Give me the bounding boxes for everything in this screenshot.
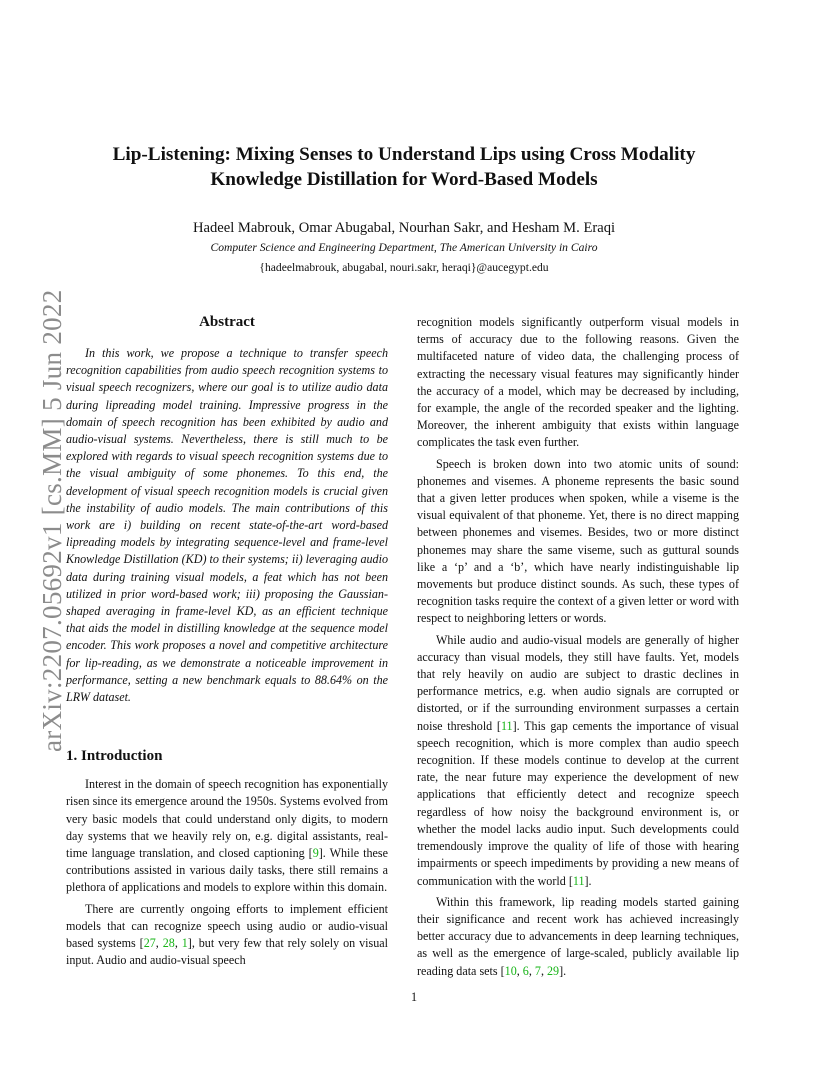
citation-separator: ,: [528, 963, 535, 978]
citation-link[interactable]: 6: [522, 963, 529, 978]
intro-paragraph-2: [66, 901, 388, 970]
page-number: 1: [410, 990, 418, 1004]
right-p2-text-a: While audio and audio-visual models are generally of higher accuracy than visual models, they still have faults. Yet, models that rely heavily on audio are subject to drastic declines in performance metrics, e.g. when audio signals are corrupted or distorted, or if the surrounding environment surpasses a certain noise threshold [: [417, 632, 739, 733]
affiliation: Computer Science and Engineering Department, The American University in Cairo: [210, 241, 598, 254]
author-emails: {hadeelmabrouk, abugabal, nouri.sakr, heraqi}@aucegypt.edu: [259, 261, 549, 274]
right-p3-text-b: ].: [559, 963, 567, 978]
intro-paragraph-1: [66, 776, 388, 896]
arxiv-identifier: arXiv:2207.05692v1 [cs.MM] 5 Jun 2022: [37, 289, 67, 752]
intro-p1-text-a: Interest in the domain of speech recognition has exponentially risen since its emergence around the 1950s. Systems evolved from very basic models that could understand only digits, to modern day systems that we heavily rely on, e.g. digital assistants, real-time language translation, and closed captioning [: [66, 777, 388, 861]
title-line-1: Lip-Listening: Mixing Senses to Understand Lips using Cross Modality: [112, 144, 696, 165]
citation-link[interactable]: 11: [500, 718, 513, 733]
intro-p2-text-b: ], but very few that rely solely on visual input. Audio and audio-visual speech: [66, 936, 388, 968]
citation-link[interactable]: 11: [572, 873, 585, 888]
citation-separator: ,: [155, 936, 163, 951]
citation-separator: ,: [174, 936, 182, 951]
right-paragraph-3: [417, 894, 739, 980]
right-p2-text-b: ]. This gap cements the importance of visual speech recognition, which is more complex than audio speech recognition. If these models continue to develop at the current rate, the near future may experience the development of new applications that efficiently detect and recognize speech regardless of how noisy the background environment is, or whether the model lacks audio input. Such developments could tremendously improve the quality of life of those with hearing impairments or speech impediments by providing a new means of communication with the world [: [417, 718, 739, 888]
right-paragraph-1: Speech is broken down into two atomic units of sound: phonemes and visemes. A phoneme represents the basic sound that a given letter produces when spoken, while a viseme is the visual equivalent of that phoneme. Yet, there is no direct mapping between phonemes and visemes. Besides, two or more distinct phonemes may share the same viseme, such as guttural sounds like a ‘p’ and a ‘b’, which have nearly indistinguishable lip movements but produce distinct sounds. As such, these types of recognition tasks require the context of a given letter or word with respect to neighboring letters or words.: [417, 456, 739, 626]
abstract-heading: Abstract: [199, 314, 255, 330]
citation-link[interactable]: 1: [181, 936, 188, 951]
left-column: [66, 312, 388, 974]
right-column: [417, 314, 739, 984]
abstract-text: In this work, we propose a technique to transfer speech recognition capabilities from audio speech recognition systems to visual speech recognizers, where our goal is to utilize audio data during lipreading model training. Impressive progress in the domain of speech recognition has been exhibited by audio and audio-visual systems. Nevertheless, there is still much to be explored with regards to visual speech recognition systems due to the visual ambiguity of some phonemes. To this end, the development of visual speech recognition models is crucial given the instability of audio models. The main contributions of this work are i) building on recent state-of-the-art word-based lipreading models by integrating sequence-level and frame-level Knowledge Distillation (KD) to their systems; ii) leveraging audio data during training visual models, a feat which has not been utilized in prior word-based work; iii) proposing the Gaussian-shaped averaging in frame-level KD, as an efficient technique that aids the model in distilling knowledge at the sequence model encoder. This work proposes a novel and competitive architecture for lip-reading, as we demonstrate a noticeable improvement in performance, setting a new benchmark equals to 88.64% on the LRW dataset.: [66, 346, 388, 705]
citation-link[interactable]: 10: [504, 963, 517, 978]
citation-link[interactable]: 9: [312, 846, 319, 861]
right-p2-text-c: ].: [584, 873, 592, 888]
introduction-heading: 1. Introduction: [66, 748, 163, 765]
citation-link[interactable]: 7: [534, 963, 541, 978]
citation-link[interactable]: 27: [143, 936, 156, 951]
title-line-2: Knowledge Distillation for Word-Based Models: [210, 169, 598, 190]
right-p3-text-a: Within this framework, lip reading models started gaining their significance and recent work has achieved increasingly better accuracy due to advancements in deep learning techniques, as well as the emergence of large-scaled, publicly available lip reading data sets [: [417, 894, 739, 978]
right-paragraph-0: recognition models significantly outperform visual models in terms of accuracy due to the following reasons. Given the multifaceted nature of video data, the challenging process of extracting the necessary visual features may significantly hinder the accuracy of a model, which may be decreased by including, for example, the angle of the recorded speaker and the lighting. Moreover, the inherent ambiguity that exists within language complicates the task even further.: [417, 315, 739, 450]
citation-separator: ,: [516, 963, 523, 978]
citation-link[interactable]: 28: [162, 936, 175, 951]
paper-title: [80, 142, 728, 192]
intro-p1-text-b: ]. While these contributions assisted in various daily tasks, there still remains a plethora of applications and models to explore within this domain.: [66, 846, 388, 895]
intro-p2-text-a: There are currently ongoing efforts to implement efficient models that can recognize speech using audio or audio-visual based systems [: [66, 901, 388, 951]
citation-separator: ,: [540, 963, 547, 978]
citation-link[interactable]: 29: [546, 963, 560, 978]
author-list: Hadeel Mabrouk, Omar Abugabal, Nourhan Sakr, and Hesham M. Eraqi: [192, 220, 616, 236]
right-paragraph-2: [417, 632, 739, 890]
